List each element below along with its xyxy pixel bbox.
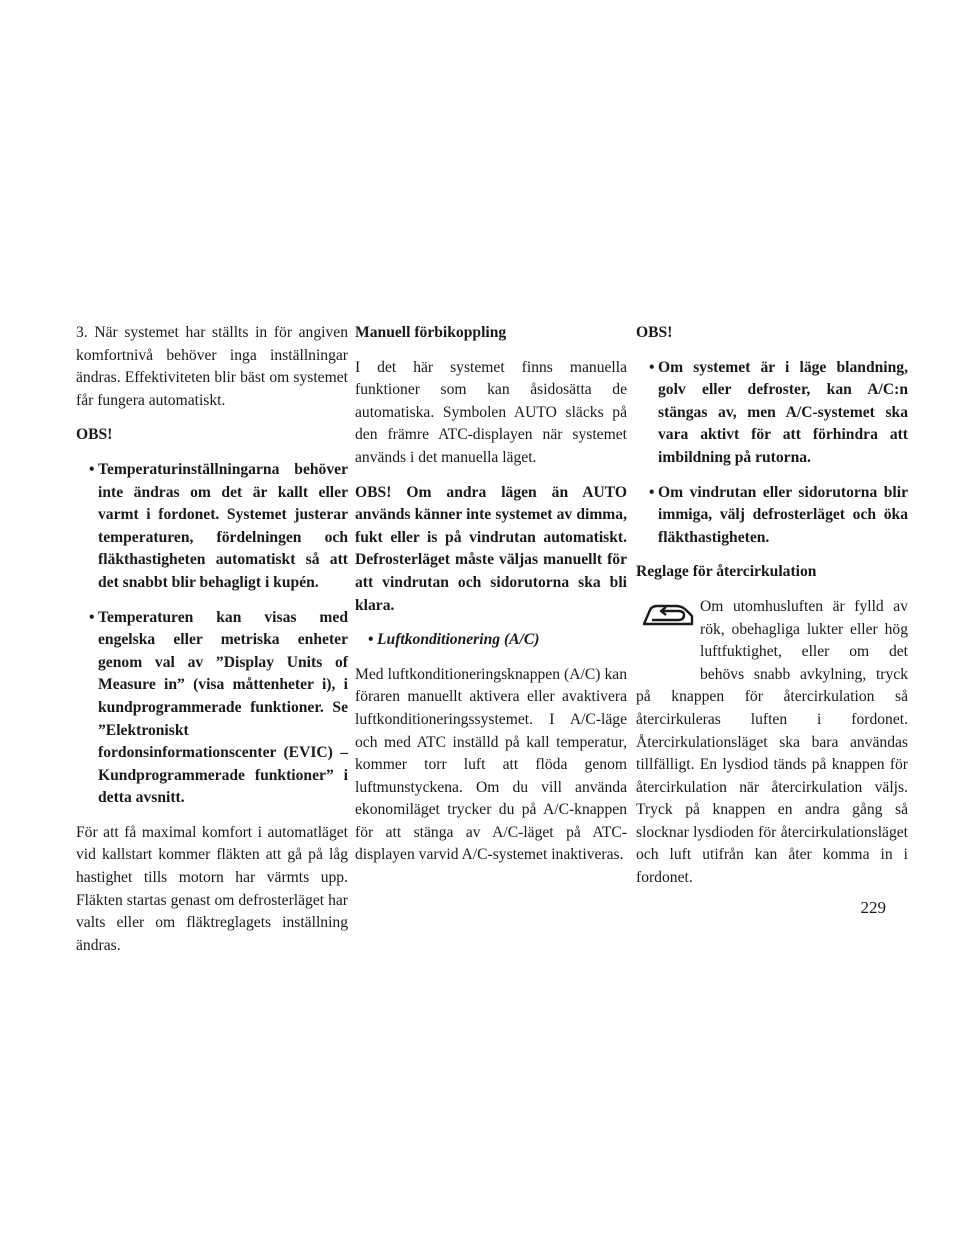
section-heading: Reglage för återcirkulation bbox=[636, 563, 817, 581]
note-paragraph: OBS! Om andra lägen än AUTO används känner inte systemet av dimma, fukt eller is på vindrutan automatiskt. Defrosterläget måste väljas manuellt för att vindrutan och sidorutorna ska bli klara. bbox=[355, 483, 627, 614]
list-item bbox=[76, 607, 348, 810]
closing-paragraph: För att få maximal komfort i automatläget vid kallstart kommer fläkten att gå på låg hastighet tills motorn har värmts upp. Fläkten startas genast om defrosterläget har valts eller om fläktreglagets inställning ändras. bbox=[76, 823, 348, 954]
recirculation-text: Om utomhusluften är fylld av rök, obehagliga lukter eller hög luftfuktighet, eller om det behövs snabb avkylning, tryck på knappen för återcirkulation så återcirkuleras luften i fordonet. Återcirkulationsläget ska bara användas tillfälligt. En lysdiod tänds på knappen för återcirkulation när återcirkulation väljs. Tryck på knappen en andra gång så slocknar lysdioden för återcirkulationsläget och luft utifrån kan åter komma in i fordonet. bbox=[636, 597, 908, 887]
page-number: 229 bbox=[860, 898, 886, 917]
recirculation-icon bbox=[640, 600, 696, 630]
body-paragraph: I det här systemet finns manuella funktioner som kan åsidosätta de automatiska. Symbolen AUTO släcks på den främre ATC-displayen när systemet används i det manuella läget. bbox=[355, 358, 627, 466]
note-list bbox=[636, 357, 908, 550]
note-heading: OBS! bbox=[76, 426, 113, 444]
list-item-text: Luftkonditionering (A/C) bbox=[377, 631, 540, 649]
column-1 bbox=[76, 322, 348, 969]
list-item-text: Temperaturinställningarna behöver inte ändras om det är kallt eller varmt i fordonet. Systemet justerar temperaturen, fördelningen och fläkthastigheten automatiskt så att det snabbt blir behagligt i kupén. bbox=[98, 460, 348, 591]
column-3 bbox=[636, 322, 908, 902]
section-heading: Manuell förbikoppling bbox=[355, 324, 507, 341]
note-heading: OBS! bbox=[636, 324, 673, 341]
list-item-text: Temperaturen kan visas med engelska eller metriska enheter genom val av ”Display Units of Measure in” (visa måttenheter i), i kundprogrammerade funktioner. Se ”Elektroniskt fordonsinformationscenter (EVIC) – Kundprogrammerade funktioner” i detta avsnitt. bbox=[98, 608, 348, 807]
bullet-icon: • bbox=[89, 608, 95, 626]
list-item bbox=[355, 629, 627, 652]
list-item bbox=[636, 482, 908, 550]
bullet-icon: • bbox=[649, 483, 655, 501]
bullet-icon: • bbox=[649, 358, 655, 376]
list-item bbox=[636, 357, 908, 470]
intro-paragraph: 3. När systemet har ställts in för angiven komfortnivå behöver inga inställningar ändras. Effektiviteten blir bäst om systemet får fungera automatiskt. bbox=[76, 324, 348, 409]
body-paragraph: Med luftkonditioneringsknappen (A/C) kan föraren manuellt aktivera eller avaktivera luftkonditioneringssystemet. I A/C-läge och med ATC inställd på kall temperatur, kommer torr luft att flöda genom luftmunstyckena. Om du vill använda ekonomiläget trycker du på A/C-knappen för att stänga av A/C-läget på ATC-displayen varvid A/C-systemet inaktiveras. bbox=[355, 665, 627, 864]
bullet-icon: • bbox=[368, 631, 374, 649]
list-item-text: Om systemet är i läge blandning, golv eller defroster, kan A/C:n stängas av, men A/C-systemet ska vara aktivt för att förhindra att imbildning på rutorna. bbox=[658, 358, 908, 466]
column-2 bbox=[355, 322, 627, 879]
recirculation-block bbox=[636, 596, 908, 890]
list-item bbox=[76, 459, 348, 595]
recirculation-paragraph bbox=[636, 596, 908, 890]
note-list bbox=[76, 459, 348, 810]
feature-list bbox=[355, 629, 627, 652]
bullet-icon: • bbox=[89, 460, 95, 478]
list-item-text: Om vindrutan eller sidorutorna blir immiga, välj defrosterläget och öka fläkthastigheten. bbox=[658, 483, 908, 546]
